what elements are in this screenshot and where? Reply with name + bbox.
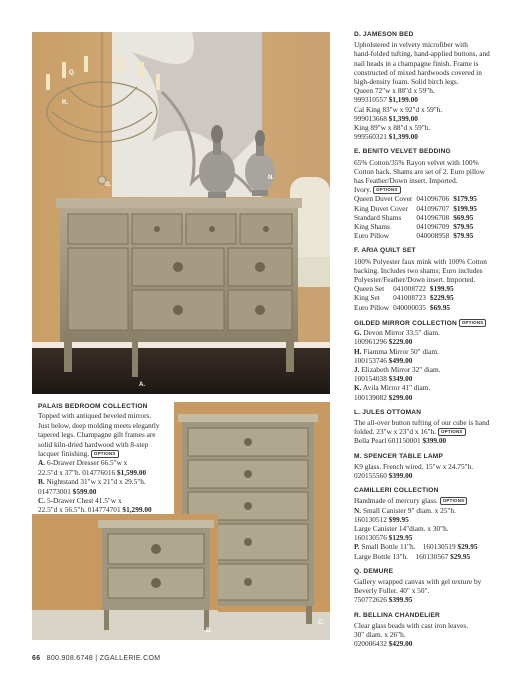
table-row bbox=[354, 222, 481, 231]
item-price: $229.00 bbox=[388, 337, 413, 347]
item-desc: 22.5"d x 56.5"h. bbox=[38, 505, 86, 515]
item-desc: Queen 72"w x 88"d x 59"h. bbox=[354, 86, 435, 96]
item-sku: 100153746 bbox=[354, 355, 387, 365]
item-letter: H. bbox=[354, 346, 362, 356]
table-row bbox=[354, 284, 458, 293]
options-badge[interactable]: OPTIONS bbox=[373, 186, 401, 194]
options-badge[interactable]: OPTIONS bbox=[440, 497, 468, 505]
item-sku: 160130576 bbox=[354, 533, 387, 543]
desc-line: hand-folded tufting, hand-applied buttons, and bbox=[354, 49, 490, 59]
table-row bbox=[354, 231, 481, 240]
item-sku: 999560321 bbox=[354, 132, 387, 142]
item-letter: P. bbox=[354, 542, 360, 552]
item-sku: 014773001 bbox=[38, 486, 71, 496]
page-number: 66 bbox=[32, 655, 41, 662]
section-title: F. ARIA QUILT SET bbox=[354, 247, 416, 255]
item-desc: Large Canister 14"diam. x 30"h. bbox=[354, 523, 449, 533]
section-camilleri bbox=[354, 486, 500, 561]
row-sku: 040008958 bbox=[416, 231, 450, 241]
item-price: $429.00 bbox=[388, 639, 413, 649]
options-badge[interactable]: OPTIONS bbox=[438, 428, 466, 436]
table-row bbox=[354, 293, 458, 302]
desc-line: Polyester/Feather/Down insert. Imported. bbox=[354, 275, 476, 285]
palais-desc-line: lacquer finishing. bbox=[38, 449, 90, 459]
row-price: $199.95 bbox=[429, 284, 454, 294]
item-price: $299.00 bbox=[388, 392, 413, 402]
item-sku: 100154038 bbox=[354, 374, 387, 384]
item-price: $29.95 bbox=[450, 551, 471, 561]
row-sku: 041096708 bbox=[416, 212, 450, 222]
desc-line: Cotton back. Shams are set of 2. Euro pillow bbox=[354, 166, 485, 176]
desc-line: Gallery wrapped canvas with gel texture by bbox=[354, 576, 482, 586]
item-sku: 014774701 bbox=[87, 505, 121, 515]
table-row bbox=[354, 204, 481, 213]
desc-line: Beverly Fuller. 40" x 50". bbox=[354, 586, 430, 596]
row-name: King Set bbox=[354, 293, 380, 303]
row-sku: 041096707 bbox=[416, 203, 450, 213]
section-title: D. JAMESON BED bbox=[354, 31, 414, 38]
color-name: Ivory. bbox=[354, 185, 372, 195]
item-price: $99.95 bbox=[388, 514, 409, 524]
table-row bbox=[354, 303, 458, 312]
row-price: $229.95 bbox=[429, 293, 454, 303]
item-sku: 020155560 bbox=[354, 470, 387, 480]
item-price: $129.95 bbox=[388, 533, 413, 543]
photo-label-r: R. bbox=[62, 100, 68, 106]
item-desc: 6-Drawer Dresser 66.5"w x bbox=[46, 458, 128, 468]
palais-desc-line: Topped with antiqued beveled mirrors. bbox=[38, 411, 152, 421]
desc-line: The all-over button tufting of our cube is hand bbox=[354, 417, 490, 427]
palais-desc-line: Just below, deep molding meets elegantly bbox=[38, 420, 160, 430]
item-desc: Elizabeth Mirror 32" diam. bbox=[361, 364, 441, 374]
row-sku: 041008722 bbox=[393, 284, 426, 294]
item-desc: 5-Drawer Chest 41.5"w x bbox=[46, 496, 122, 506]
nightstand-illustration bbox=[32, 514, 218, 640]
desc-line: 100% Polyester faux mink with 100% Cotton bbox=[354, 256, 487, 266]
item-price: $399.95 bbox=[388, 595, 413, 605]
section-demure bbox=[354, 567, 500, 605]
options-badge[interactable]: OPTIONS bbox=[459, 319, 487, 327]
item-sku: 160130567 bbox=[415, 551, 449, 561]
row-price: $79.95 bbox=[453, 231, 474, 241]
section-jules-ottoman bbox=[354, 408, 500, 446]
item-desc: Devon Mirror 33.5" diam. bbox=[363, 328, 440, 338]
bedroom-photo bbox=[32, 32, 330, 394]
row-name: Queen Set bbox=[354, 284, 385, 294]
item-desc: Fiamma Mirror 50" diam. bbox=[363, 346, 439, 356]
item-price: $1,299.00 bbox=[122, 505, 152, 515]
palais-desc-line: tapered legs. Champagne gilt frames are bbox=[38, 430, 156, 440]
photo-label-n: N. bbox=[268, 175, 274, 181]
section-benito-bedding bbox=[354, 147, 500, 240]
section-aria-quilt bbox=[354, 246, 500, 311]
row-name: Standard Shams bbox=[354, 212, 402, 222]
desc-line: 30" diam. x 26"h. bbox=[354, 629, 406, 639]
page-footer bbox=[32, 655, 160, 662]
item-sku: 160130519 bbox=[422, 542, 456, 552]
item-letter: J. bbox=[354, 364, 360, 374]
row-price: $69.95 bbox=[453, 212, 474, 222]
row-name: King Shams bbox=[354, 222, 390, 232]
row-sku: 041008723 bbox=[393, 293, 426, 303]
table-row bbox=[354, 213, 481, 222]
row-name: Euro Pillow bbox=[354, 231, 390, 241]
item-letter: K. bbox=[354, 383, 362, 393]
section-title: M. SPENCER TABLE LAMP bbox=[354, 452, 444, 460]
item-desc: 22.5"d x 37"h. bbox=[38, 467, 81, 477]
nightstand-photo bbox=[32, 514, 218, 640]
section-spencer-lamp bbox=[354, 452, 500, 481]
section-title: CAMILLERI COLLECTION bbox=[354, 487, 439, 495]
palais-title: PALAIS BEDROOM COLLECTION bbox=[38, 403, 148, 410]
price-table bbox=[354, 194, 481, 240]
section-title: L. JULES OTTOMAN bbox=[354, 408, 422, 416]
desc-line: high-density foam. Solid birch legs. bbox=[354, 77, 459, 87]
photo-label-q: Q. bbox=[69, 70, 76, 76]
photo-label-a: A. bbox=[139, 382, 145, 388]
item-letter: C. bbox=[38, 496, 46, 506]
table-row bbox=[354, 194, 481, 203]
item-desc: Large Bottle 13"h. bbox=[354, 551, 409, 561]
item-sku: 999013668 bbox=[354, 113, 387, 123]
row-price: $69.95 bbox=[429, 302, 450, 312]
item-price: $399.00 bbox=[422, 436, 447, 446]
desc-line: K9 glass. French wired. 15"w x 24.75"h. bbox=[354, 461, 474, 471]
item-price: $29.95 bbox=[457, 542, 478, 552]
photo-label-c: C. bbox=[318, 620, 324, 626]
product-listing bbox=[354, 30, 500, 654]
item-sku: 014776016 bbox=[82, 467, 116, 477]
photo-label-b: B. bbox=[206, 628, 212, 634]
item-sku: 750772626 bbox=[354, 595, 387, 605]
section-title: R. BELLINA CHANDELIER bbox=[354, 611, 441, 619]
section-title: Q. DEMURE bbox=[354, 567, 394, 575]
row-name: Queen Duvet Cover bbox=[354, 194, 413, 204]
row-sku: 040000035 bbox=[393, 302, 426, 312]
desc-line: backing. Includes two shams; Euro includes bbox=[354, 265, 483, 275]
section-title: E. BENITO VELVET BEDDING bbox=[354, 148, 451, 156]
item-letter: B. bbox=[38, 477, 45, 487]
row-price: $179.95 bbox=[453, 194, 477, 204]
item-price: $399.00 bbox=[388, 470, 413, 480]
item-desc: King 89"w x 88"d x 59"h. bbox=[354, 123, 431, 133]
desc-line: Clear glass beads with cast iron leaves. bbox=[354, 620, 469, 630]
desc-line: Handmade of mercury glass. bbox=[354, 496, 438, 506]
item-sku: 100961296 bbox=[354, 337, 387, 347]
section-jameson-bed bbox=[354, 30, 500, 141]
desc-line: nail heads in a champagne finish. Frame is bbox=[354, 58, 479, 68]
item-desc: Small Canister 9" diam. x 25"h. bbox=[362, 505, 456, 515]
section-gilded-mirror bbox=[354, 318, 500, 402]
item-sku: 999310557 bbox=[354, 95, 387, 105]
item-price: $349.00 bbox=[388, 374, 413, 384]
item-letter: A. bbox=[38, 458, 46, 468]
desc-line: constructed of mixed hardwoods covered in bbox=[354, 67, 482, 77]
bedroom-illustration bbox=[32, 32, 330, 394]
options-badge[interactable]: OPTIONS bbox=[91, 450, 119, 458]
row-price: $79.95 bbox=[453, 222, 474, 232]
item-sku: 100139082 bbox=[354, 392, 387, 402]
item-price: $1,399.00 bbox=[388, 132, 418, 142]
item-desc: Cal King 83"w x 92"d x 59"h. bbox=[354, 104, 443, 114]
row-sku: 041096706 bbox=[416, 194, 450, 204]
item-sku: 020006432 bbox=[354, 639, 387, 649]
palais-collection bbox=[38, 402, 170, 515]
item-desc: Bella Pearl bbox=[354, 436, 387, 446]
item-price: $499.00 bbox=[388, 355, 413, 365]
photo-label-g: G. bbox=[105, 182, 112, 188]
desc-line: folded. 23"w x 23"d x 16"h. bbox=[354, 427, 437, 437]
item-desc: Nightstand 31"w x 21"d x 29.5"h. bbox=[46, 477, 146, 487]
section-title: GILDED MIRROR COLLECTION bbox=[354, 319, 457, 327]
item-price: $1,399.00 bbox=[388, 113, 418, 123]
row-price: $199.95 bbox=[453, 203, 477, 213]
item-letter: G. bbox=[354, 328, 362, 338]
row-name: King Duvet Cover bbox=[354, 203, 408, 213]
item-price: $1,199.00 bbox=[388, 95, 418, 105]
item-price: $1,599.00 bbox=[116, 467, 147, 477]
row-name: Euro Pillow bbox=[354, 302, 390, 312]
item-letter: N. bbox=[354, 505, 362, 515]
palais-desc-line: solid kiln-dried hardwood with 8-step bbox=[38, 439, 149, 449]
item-sku: 601150001 bbox=[388, 436, 421, 446]
footer-contact[interactable]: 800.908.6748 | ZGALLERIE.COM bbox=[46, 655, 161, 662]
price-table bbox=[354, 284, 458, 312]
section-bellina-chandelier bbox=[354, 611, 500, 649]
item-price: $599.00 bbox=[72, 486, 97, 496]
desc-line: Upholstered in velvety microfiber with bbox=[354, 40, 468, 50]
item-desc: Small Bottle 11"h. bbox=[361, 542, 416, 552]
item-sku: 160130512 bbox=[354, 514, 387, 524]
item-desc: Avila Mirror 41" diam. bbox=[362, 383, 431, 393]
row-sku: 041096709 bbox=[416, 222, 450, 232]
desc-line: has Feather/Down insert. Imported. bbox=[354, 176, 458, 186]
desc-line: 65% Cotton/35% Rayon velvet with 100% bbox=[354, 157, 479, 167]
